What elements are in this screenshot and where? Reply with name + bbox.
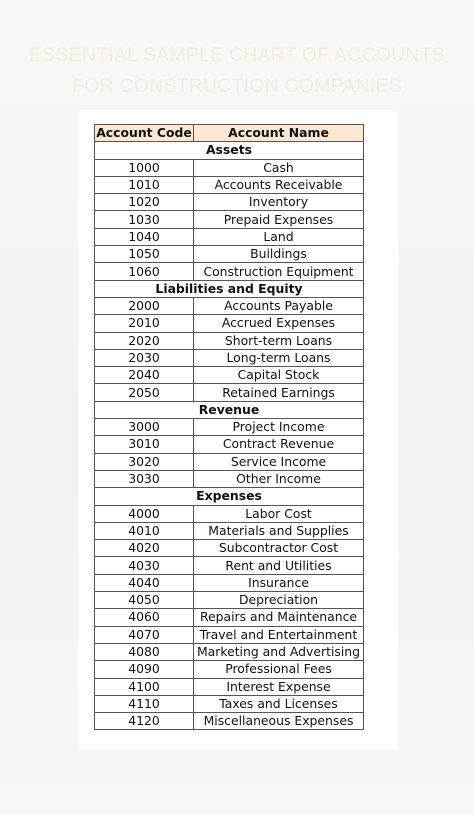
account-code-cell: 1040	[95, 228, 194, 245]
account-code-cell: 2000	[95, 297, 194, 314]
page-title-line-1: ESSENTIAL SAMPLE CHART OF ACCOUNTS	[28, 44, 446, 66]
account-code-cell: 3010	[95, 436, 194, 453]
account-name-cell: Rent and Utilities	[194, 557, 364, 574]
account-name-cell: Other Income	[194, 470, 364, 487]
section-title: Assets	[95, 142, 364, 159]
table-row	[95, 574, 364, 591]
account-name-cell: Interest Expense	[194, 678, 364, 695]
table-row	[95, 315, 364, 332]
account-code-cell: 3020	[95, 453, 194, 470]
account-code-cell: 2010	[95, 315, 194, 332]
account-code-cell: 1050	[95, 246, 194, 263]
table-row	[95, 332, 364, 349]
account-name-cell: Professional Fees	[194, 661, 364, 678]
account-code-cell: 4080	[95, 643, 194, 660]
page-title	[0, 40, 474, 102]
section-row	[95, 488, 364, 505]
account-code-cell: 4120	[95, 713, 194, 730]
account-name-cell: Short-term Loans	[194, 332, 364, 349]
account-name-cell: Prepaid Expenses	[194, 211, 364, 228]
account-code-cell: 3000	[95, 419, 194, 436]
account-code-cell: 1000	[95, 159, 194, 176]
account-name-cell: Accounts Payable	[194, 297, 364, 314]
account-code-header: Account Code	[96, 125, 192, 141]
account-code-cell: 3030	[95, 470, 194, 487]
table-row	[95, 211, 364, 228]
account-code-cell: 2020	[95, 332, 194, 349]
account-code-cell: 4030	[95, 557, 194, 574]
account-code-cell: 1020	[95, 194, 194, 211]
table-row	[95, 713, 364, 730]
table-row	[95, 609, 364, 626]
page-title-line-2: FOR CONSTRUCTION COMPANIES	[72, 75, 402, 97]
account-name-cell: Long-term Loans	[194, 349, 364, 366]
section-row	[95, 401, 364, 418]
table-row	[95, 263, 364, 280]
account-name-cell: Buildings	[194, 246, 364, 263]
account-name-cell: Project Income	[194, 419, 364, 436]
account-name-cell: Accounts Receivable	[194, 176, 364, 193]
account-name-cell: Miscellaneous Expenses	[194, 713, 364, 730]
table-row	[95, 522, 364, 539]
table-row	[95, 661, 364, 678]
account-code-cell: 4070	[95, 626, 194, 643]
account-code-cell: 1010	[95, 176, 194, 193]
account-name-cell: Construction Equipment	[194, 263, 364, 280]
account-name-cell: Travel and Entertainment	[194, 626, 364, 643]
account-code-cell: 4100	[95, 678, 194, 695]
account-code-cell: 4010	[95, 522, 194, 539]
table-row	[95, 557, 364, 574]
table-row	[95, 643, 364, 660]
account-name-cell: Cash	[194, 159, 364, 176]
table-row	[95, 176, 364, 193]
account-name-cell: Repairs and Maintenance	[194, 609, 364, 626]
section-row	[95, 280, 364, 297]
table-row	[95, 592, 364, 609]
account-name-cell: Materials and Supplies	[194, 522, 364, 539]
table-row	[95, 470, 364, 487]
account-name-cell: Depreciation	[194, 592, 364, 609]
section-row	[95, 142, 364, 159]
account-name-cell: Land	[194, 228, 364, 245]
table-row	[95, 349, 364, 366]
table-row	[95, 505, 364, 522]
section-title: Liabilities and Equity	[95, 280, 364, 297]
account-name-cell: Labor Cost	[194, 505, 364, 522]
table-row	[95, 246, 364, 263]
table-row	[95, 626, 364, 643]
account-name-cell: Retained Earnings	[194, 384, 364, 401]
account-code-cell: 2030	[95, 349, 194, 366]
account-code-cell: 2050	[95, 384, 194, 401]
account-name-cell: Accrued Expenses	[194, 315, 364, 332]
table-row	[95, 419, 364, 436]
account-name-cell: Capital Stock	[194, 367, 364, 384]
table-row	[95, 194, 364, 211]
account-name-cell: Marketing and Advertising	[194, 643, 364, 660]
section-title: Expenses	[95, 488, 364, 505]
account-code-cell: 4020	[95, 540, 194, 557]
table-row	[95, 540, 364, 557]
table-row	[95, 384, 364, 401]
account-code-cell: 2040	[95, 367, 194, 384]
account-name-cell: Insurance	[194, 574, 364, 591]
table-row	[95, 159, 364, 176]
table-row	[95, 297, 364, 314]
table-row	[95, 453, 364, 470]
table-row	[95, 678, 364, 695]
section-title: Revenue	[95, 401, 364, 418]
account-code-cell: 1060	[95, 263, 194, 280]
account-name-cell: Subcontractor Cost	[194, 540, 364, 557]
table-row	[95, 228, 364, 245]
table-row	[95, 367, 364, 384]
account-name-cell: Inventory	[194, 194, 364, 211]
account-code-cell: 1030	[95, 211, 194, 228]
account-code-cell: 4110	[95, 695, 194, 712]
chart-of-accounts-table	[94, 124, 364, 730]
account-name-cell: Service Income	[194, 453, 364, 470]
table-body	[95, 142, 364, 730]
account-code-cell: 4000	[95, 505, 194, 522]
account-name-cell: Contract Revenue	[194, 436, 364, 453]
account-code-cell: 4050	[95, 592, 194, 609]
account-name-header: Account Name	[194, 125, 364, 142]
table-row	[95, 436, 364, 453]
account-code-cell: 4040	[95, 574, 194, 591]
account-code-cell: 4060	[95, 609, 194, 626]
table-header-row	[95, 125, 364, 142]
account-name-cell: Taxes and Licenses	[194, 695, 364, 712]
table-row	[95, 695, 364, 712]
account-code-cell: 4090	[95, 661, 194, 678]
